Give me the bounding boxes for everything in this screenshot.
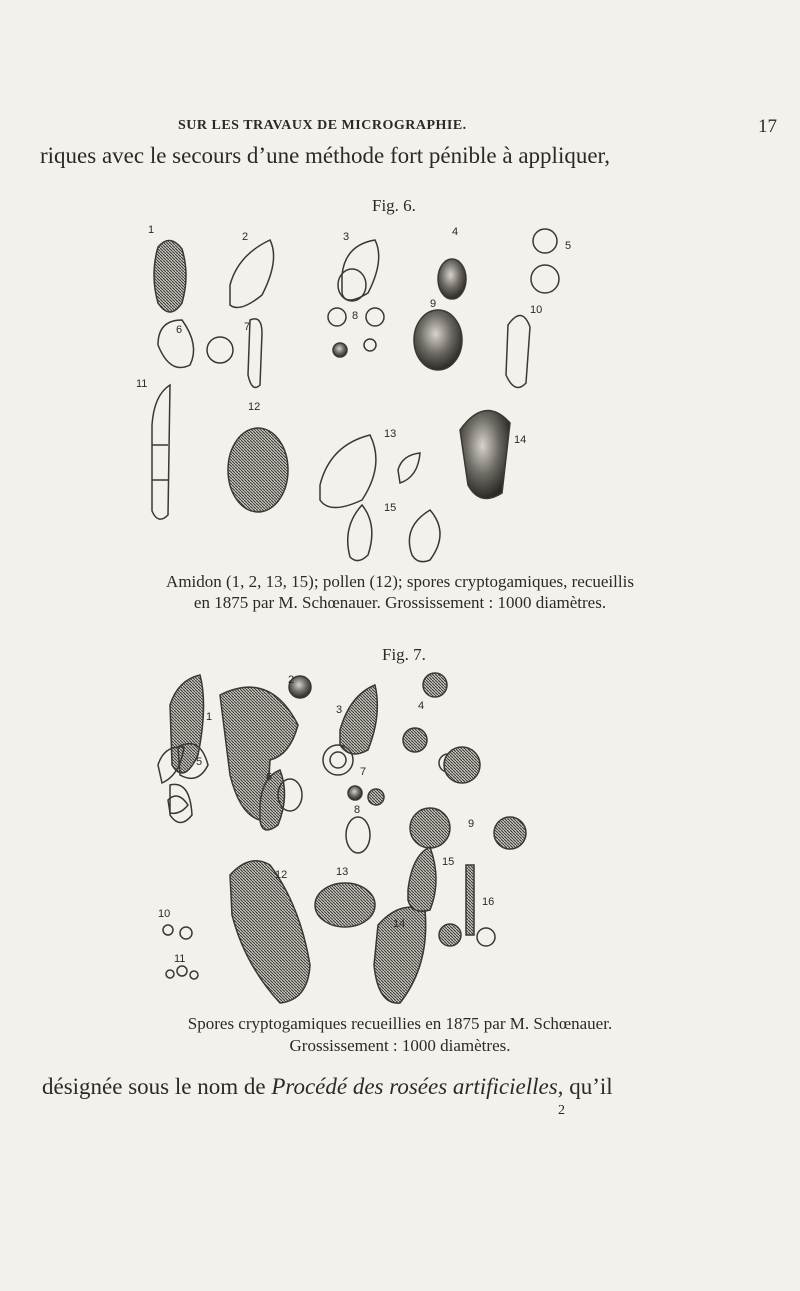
fig7-label: 16 [482,896,495,908]
figure-6-title: Fig. 6. [372,196,416,215]
fig7-label: 11 [174,953,186,965]
text-line-bottom-prefix: désignée sous le nom de [42,1074,272,1099]
fig7-label: 2 [288,674,295,686]
figure-6-illustration [130,215,670,565]
fig6-label: 14 [514,434,527,446]
fig6-label: 5 [565,240,572,252]
fig6-label: 8 [352,310,359,322]
fig6-label: 12 [248,401,261,413]
fig6-label: 2 [242,231,249,243]
figure-6-caption-line-2: en 1875 par M. Schœnauer. Grossissement : 1000 diamètres. [193,593,607,612]
figure-7-caption-line-1: Spores cryptogamiques recueillies en 1875 par M. Schœnauer. [187,1014,613,1033]
fig7-label: 7 [360,766,367,778]
fig7-label: 14 [393,918,406,930]
running-head: SUR LES TRAVAUX DE MICROGRAPHIE. [178,118,467,133]
fig6-label: 4 [452,226,459,238]
fig7-label: 9 [468,818,475,830]
fig6-label: 7 [244,321,251,333]
page-number: 17 [758,116,777,137]
fig7-label: 5 [196,756,203,768]
fig7-label: 13 [336,866,349,878]
fig7-label: 1 [206,711,213,723]
signature-mark: 2 [558,1103,565,1118]
text-line-bottom [42,1073,613,1101]
fig6-label: 1 [148,224,155,236]
figure-7-illustration [150,665,690,1010]
fig6-label: 11 [136,378,148,390]
figure-7-caption-line-2: Grossissement : 1000 diamètres. [289,1036,511,1055]
fig6-label: 10 [530,304,543,316]
text-line-bottom-italic: Procédé des rosées artificielles, [271,1074,564,1099]
fig7-label: 6 [266,771,273,783]
fig6-label: 15 [384,502,397,514]
fig6-label: 3 [343,231,350,243]
fig7-label: 10 [158,908,171,920]
fig6-label: 6 [176,324,183,336]
text-line-bottom-suffix: qu’il [563,1074,613,1099]
fig6-label: 13 [384,428,397,440]
text-line-top: riques avec le secours d’une méthode fort pénible à appliquer, [40,143,611,168]
figure-6-caption-line-1: Amidon (1, 2, 13, 15); pollen (12); spores cryptogamiques, recueillis [166,572,634,591]
fig7-label: 8 [354,804,361,816]
fig7-label: 15 [442,856,455,868]
fig7-label: 3 [336,704,343,716]
fig6-label: 9 [430,298,437,310]
fig7-label: 12 [275,869,288,881]
fig7-label: 4 [418,700,425,712]
figure-7-title: Fig. 7. [382,645,426,664]
